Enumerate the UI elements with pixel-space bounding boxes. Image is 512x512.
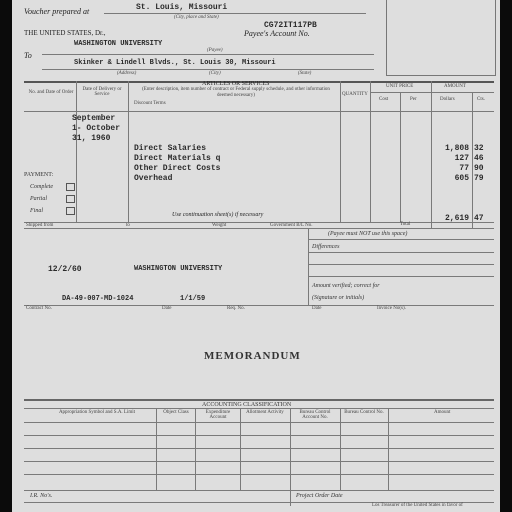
col-articles: ARTICLES OR SERVICES (202, 81, 270, 87)
acct-col-bureau-control: Bureau Control No. (344, 410, 384, 415)
total-cents: 47 (474, 214, 484, 223)
item-desc: Direct Salaries (134, 144, 207, 153)
payment-partial-checkbox[interactable] (66, 195, 75, 203)
item-cents: 32 (474, 144, 484, 153)
col-quantity: QUANTITY (342, 92, 368, 97)
payment-option-complete: Complete (30, 184, 53, 190)
payee-name: WASHINGTON UNIVERSITY (74, 40, 163, 48)
government-bl-label: Government B/L No. (270, 223, 313, 228)
item-dollars: 77 (459, 164, 469, 173)
item-desc: Other Direct Costs (134, 164, 221, 173)
memorandum-title: MEMORANDUM (204, 350, 301, 362)
acct-col-expenditure: Expenditure Account (205, 410, 231, 420)
us-label: THE UNITED STATES, Dr., (24, 29, 106, 37)
req-no-label: Req. No. (227, 306, 245, 311)
address-value: Skinker & Lindell Blvds., St. Louis 30, Missouri (74, 59, 276, 67)
differences-label: Differences (312, 244, 340, 250)
acct-col-amount: Amount (434, 410, 451, 415)
shipped-from-label: Shipped from (26, 223, 54, 228)
item-cents: 46 (474, 154, 484, 163)
col-date-order: No. and Date of Order (28, 90, 74, 95)
col-per: Per (410, 97, 417, 102)
ir-label: I.R. No's. (30, 493, 53, 499)
acct-col-appropriation: Appropriation Symbol and S.A. Limit (58, 410, 136, 415)
invoice-no-label: Invoice No(s). (377, 306, 406, 311)
col-articles-sub: (Enter description, item number of contract or Federal supply schedule, and other information deemed necessary) (142, 87, 330, 98)
contract-date-label: Date (162, 306, 172, 311)
weight-label: Weight (212, 223, 227, 228)
col-unit-price: UNIT PRICE (386, 84, 414, 89)
item-dollars: 127 (454, 154, 469, 163)
payment-final-checkbox[interactable] (66, 207, 75, 215)
col-cts: Cts. (477, 97, 485, 102)
item-desc: Direct Materials q (134, 154, 221, 163)
contract-no-label: Contract No. (26, 306, 52, 311)
amount-verified-label: Amount verified; correct for (312, 283, 380, 289)
item-dollars: 605 (454, 174, 469, 183)
item-cents: 90 (474, 164, 484, 173)
city-state-caption: (City, place and State) (174, 15, 219, 20)
col-dollars: Dollars (440, 97, 455, 102)
treasurer-footer: Los Treasurer of the United States in favor of (372, 503, 463, 508)
acct-col-allotment: Allotment Activity (246, 410, 284, 415)
acct-col-object-class: Object Class (163, 410, 189, 415)
period-line-3: 31, 1960 (72, 134, 111, 143)
prepared-at-value: St. Louis, Missouri (136, 3, 228, 12)
contract-voucher-date: 12/2/60 (48, 265, 82, 274)
item-dollars: 1,808 (444, 144, 469, 153)
header-stamp-box (386, 0, 496, 76)
col-amount: AMOUNT (444, 84, 466, 89)
prepared-at-label: Voucher prepared at (24, 7, 90, 16)
payee-account-value: CG72IT117PB (264, 21, 317, 30)
total-label: Total (400, 222, 411, 227)
payee-caption: (Payee) (207, 48, 223, 53)
payment-complete-checkbox[interactable] (66, 183, 75, 191)
payment-option-final: Final (30, 208, 43, 214)
total-dollars: 2,619 (444, 214, 469, 223)
contract-institution: WASHINGTON UNIVERSITY (134, 265, 223, 273)
item-desc: Overhead (134, 174, 173, 183)
project-order-label: Project Order Date (296, 493, 343, 499)
item-cents: 79 (474, 174, 484, 183)
payment-option-partial: Partial (30, 196, 48, 202)
voucher-document (12, 0, 500, 512)
payee-account-label: Payee's Account No. (244, 29, 310, 38)
city-caption: (City) (209, 71, 221, 76)
address-caption: (Address) (117, 71, 137, 76)
req-date-label: Date (312, 306, 322, 311)
period-line-1: September (72, 114, 116, 123)
continuation-note: Use continuation sheet(s) if necessary (172, 212, 264, 218)
state-caption: (State) (298, 71, 312, 76)
contract-date: 1/1/59 (180, 295, 206, 303)
period-line-2: 1- October (72, 124, 121, 133)
col-cost: Cost (379, 97, 389, 102)
payment-label: PAYMENT: (24, 172, 54, 178)
payee-use-note: (Payee must NOT use this space) (328, 231, 408, 237)
acct-col-bureau-account: Bureau Control Account No. (299, 410, 331, 420)
signature-label: (Signature or initials) (312, 295, 365, 301)
contract-number: DA-49-007-MD-1024 (62, 295, 134, 303)
accounting-title: ACCOUNTING CLASSIFICATION (202, 402, 292, 408)
shipped-to-label: to (126, 223, 130, 228)
discount-terms: Discount Terms (134, 101, 166, 106)
to-label: To (24, 51, 32, 60)
col-date-delivery: Date of Delivery or Service (82, 87, 122, 97)
